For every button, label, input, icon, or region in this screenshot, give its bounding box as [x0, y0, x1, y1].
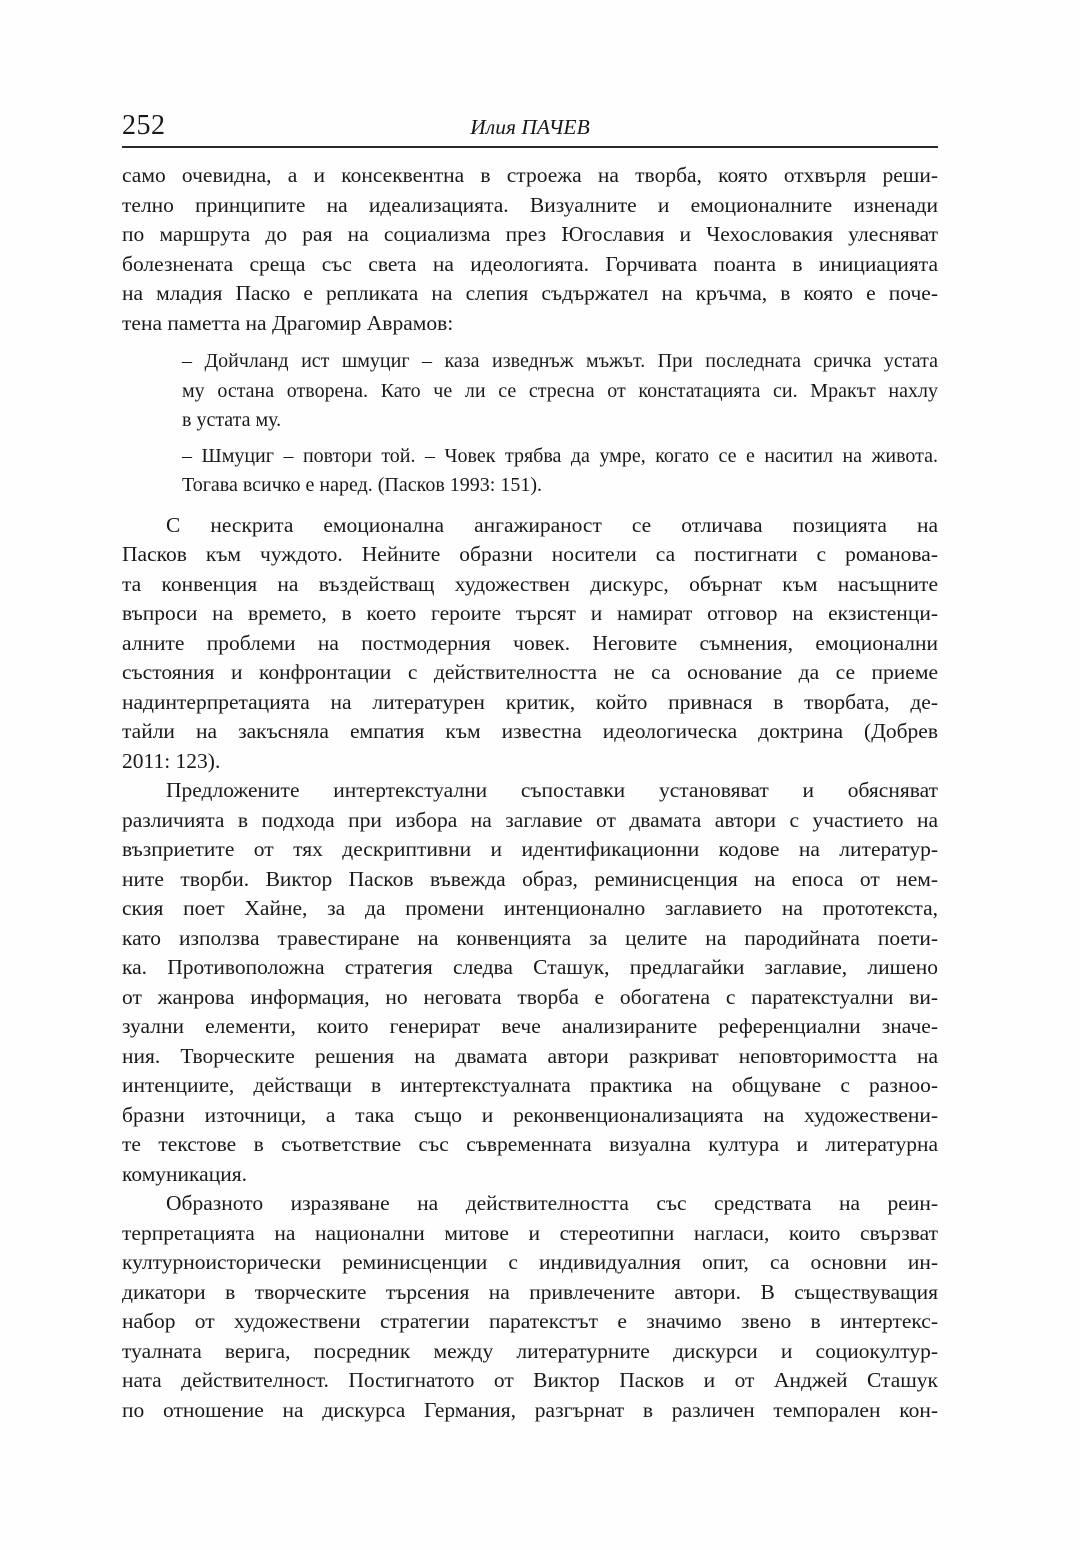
text-line: Образното изразяване на действителността със средствата на реин- [166, 1191, 938, 1215]
text-line: тайли на закъсняла емпатия към известна идеологическа доктрина (Добрев [122, 719, 938, 743]
text-line: бразни източници, а така също и реконвенционализацията на художествени- [122, 1102, 938, 1127]
body-paragraph [122, 511, 938, 777]
text-line: като използва травестиране на конвенцията за целите на пародийната поети- [122, 925, 938, 950]
text-line: различията в подхода при избора на заглавие от двамата автори с участието на [122, 807, 938, 832]
text-line: по маршрута до рая на социализма през Югославия и Чехословакия улесняват [122, 222, 938, 246]
text-line: те текстове в съответствие със съвременната визуална култура и литературна [122, 1132, 938, 1156]
text-line: културноисторически реминисценции с индивидуалния опит, са основни ин- [122, 1250, 938, 1274]
body-paragraph [122, 1189, 938, 1425]
running-head [122, 102, 938, 148]
text-line: му остана отворена. Като че ли се стресна от констатацията си. Мракът нахлу [182, 379, 938, 402]
text-line: надинтерпретацията на литературен критик, който привнася в творбата, де- [122, 689, 938, 714]
text-line: дикатори в творческите търсения на привлечените автори. В съществуващия [122, 1279, 938, 1304]
text-line: – Дойчланд ист шмуциг – каза изведнъж мъжът. При последната сричка устата [182, 350, 938, 372]
text-line: болезнената среща със света на идеологията. Горчивата поанта в инициацията [122, 251, 938, 276]
text-line: в устата му. [182, 409, 282, 431]
text-line: само очевидна, а и консеквентна в строежа на творба, която отхвърля реши- [122, 163, 938, 187]
quote-paragraph [182, 347, 938, 436]
text-line: 2011: 123). [122, 748, 221, 773]
text-line: ка. Противоположна стратегия следва Сташук, предлагайки заглавие, лишено [122, 955, 938, 979]
text-line: тена паметта на Драгомир Аврамов: [122, 310, 454, 335]
text-line: ните творби. Виктор Пасков въвежда образ, реминисценция на епоса от нем- [122, 866, 938, 891]
text-line: ния. Творческите решения на двамата автори разкриват неповторимостта на [122, 1043, 938, 1068]
text-line: терпретацията на национални митове и стереотипни нагласи, които свързват [122, 1220, 938, 1245]
text-line: та конвенция на въздействащ художествен дискурс, обърнат към насъщните [122, 571, 938, 596]
text-line: интенциите, действащи в интертекстуалната практика на общуване с разноо- [122, 1073, 938, 1097]
text-line: комуникация. [122, 1161, 248, 1186]
text-line: възприетите от тях дескриптивни и идентификационни кодове на литератур- [122, 837, 938, 861]
text-line: Предложените интертекстуални съпоставки установяват и обясняват [166, 778, 938, 802]
text-line: въпроси на времето, в което героите търсят и намират отговор на екзистенци- [122, 601, 938, 625]
text-line: ския поет Хайне, за да промени интенционално заглавието на прототекста, [122, 896, 938, 920]
text-line: телно принципите на идеализацията. Визуалните и емоционалните изненади [122, 192, 938, 217]
page-number: 252 [122, 110, 166, 141]
text-line: туалната верига, посредник между литературните дискурси и социокултур- [122, 1338, 938, 1363]
text-line: Тогава всичко е наред. (Пасков 1993: 151). [182, 474, 542, 496]
text-line: зуални елементи, които генерират вече анализираните референциални значе- [122, 1014, 938, 1038]
text-line: на младия Паско е репликата на слепия съдържател на кръчма, в която е поче- [122, 281, 938, 305]
quote-paragraph [182, 442, 938, 501]
text-line: от жанрова информация, но неговата творба е обогатена с паратекстуални ви- [122, 984, 938, 1009]
text-line: алните проблеми на постмодерния човек. Неговите съмнения, емоционални [122, 630, 938, 655]
body-paragraph [122, 161, 938, 338]
text-line: по отношение на дискурса Германия, разгърнат в различен темпорален кон- [122, 1397, 938, 1422]
text-line: набор от художествени стратегии паратекстът е значимо звено в интертекс- [122, 1309, 938, 1333]
text-column [122, 161, 938, 1425]
text-line: състояния и конфронтации с действителността не са основание да се приеме [122, 660, 938, 684]
text-line: – Шмуциг – повтори той. – Човек трябва да умре, когато се е наситил на живота. [182, 444, 938, 467]
text-line: Пасков към чуждото. Нейните образни носители са постигнати с романова- [122, 542, 938, 566]
body-paragraph [122, 776, 938, 1189]
text-line: ната действителност. Постигнатото от Виктор Пасков и от Анджей Сташук [122, 1368, 938, 1392]
running-title: Илия ПАЧЕВ [470, 115, 590, 139]
text-line: С нескрита емоционална ангажираност се отличава позицията на [166, 512, 938, 537]
